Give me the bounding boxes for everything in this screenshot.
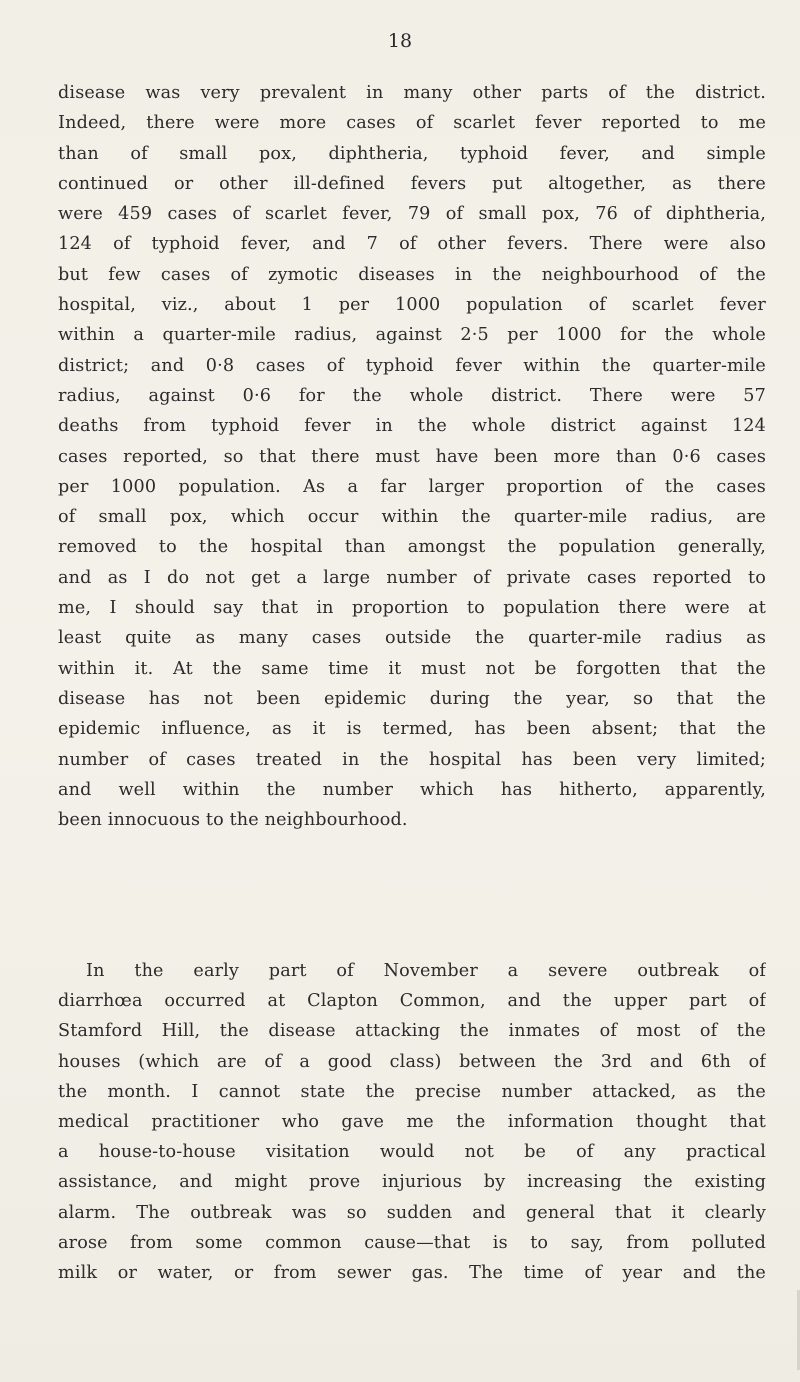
text-line: epidemic influence, as it is termed, has been absent; that the [58,719,766,740]
text-line: were 459 cases of scarlet fever, 79 of small pox, 76 of diphtheria, [58,204,766,225]
text-line: and as I do not get a large number of private cases reported to [58,567,766,588]
text-line: a house-to-house visitation would not be of any practical [58,1142,766,1163]
text-line: and well within the number which has hitherto, apparently, [58,779,766,800]
text-line: of small pox, which occur within the quarter-mile radius, are [58,507,766,528]
paragraph-1 [58,78,766,835]
text-line: number of cases treated in the hospital has been very limited; [58,749,766,770]
text-line: medical practitioner who gave me the information thought that [58,1111,766,1132]
text-line: houses (which are of a good class) between the 3rd and 6th of [58,1051,766,1072]
paragraph-2 [58,956,766,1288]
text-line: milk or water, or from sewer gas. The time of year and the [58,1262,766,1283]
text-line: cases reported, so that there must have been more than 0·6 cases [58,446,766,467]
text-line: me, I should say that in proportion to population there were at [58,598,766,619]
text-line: Indeed, there were more cases of scarlet fever reported to me [58,113,766,134]
text-line: the month. I cannot state the precise number attacked, as the [58,1081,766,1102]
text-line: been innocuous to the neighbourhood. [58,810,408,831]
text-line: removed to the hospital than amongst the population generally, [58,537,766,558]
text-line: radius, against 0·6 for the whole district. There were 57 [58,385,766,406]
text-line: deaths from typhoid fever in the whole district against 124 [58,416,766,437]
text-line: Stamford Hill, the disease attacking the inmates of most of the [58,1021,766,1042]
text-line: within a quarter-mile radius, against 2·5 per 1000 for the whole [58,325,766,346]
text-line: diarrhœa occurred at Clapton Common, and the upper part of [58,991,766,1012]
text-line: alarm. The outbreak was so sudden and general that it clearly [58,1202,766,1223]
page-number: 18 [387,30,413,52]
text-line: disease has not been epidemic during the year, so that the [58,688,766,709]
text-line: disease was very prevalent in many other parts of the district. [58,83,766,103]
text-line: within it. At the same time it must not be forgotten that the [58,658,766,679]
text-line: least quite as many cases outside the quarter-mile radius as [58,628,766,649]
text-line: assistance, and might prove injurious by increasing the existing [58,1172,766,1193]
text-line: district; and 0·8 cases of typhoid fever within the quarter-mile [58,355,766,376]
text-line: per 1000 population. As a far larger proportion of the cases [58,476,766,497]
text-line: than of small pox, diphtheria, typhoid fever, and simple [58,143,766,164]
text-line: hospital, viz., about 1 per 1000 population of scarlet fever [58,295,766,316]
text-line: continued or other ill-defined fevers put altogether, as there [58,173,766,194]
text-line: arose from some common cause—that is to say, from polluted [58,1232,766,1253]
text-line: but few cases of zymotic diseases in the neighbourhood of the [58,264,766,285]
text-line: 124 of typhoid fever, and 7 of other fevers. There were also [58,234,766,255]
text-line: In the early part of November a severe outbreak of [86,961,766,981]
